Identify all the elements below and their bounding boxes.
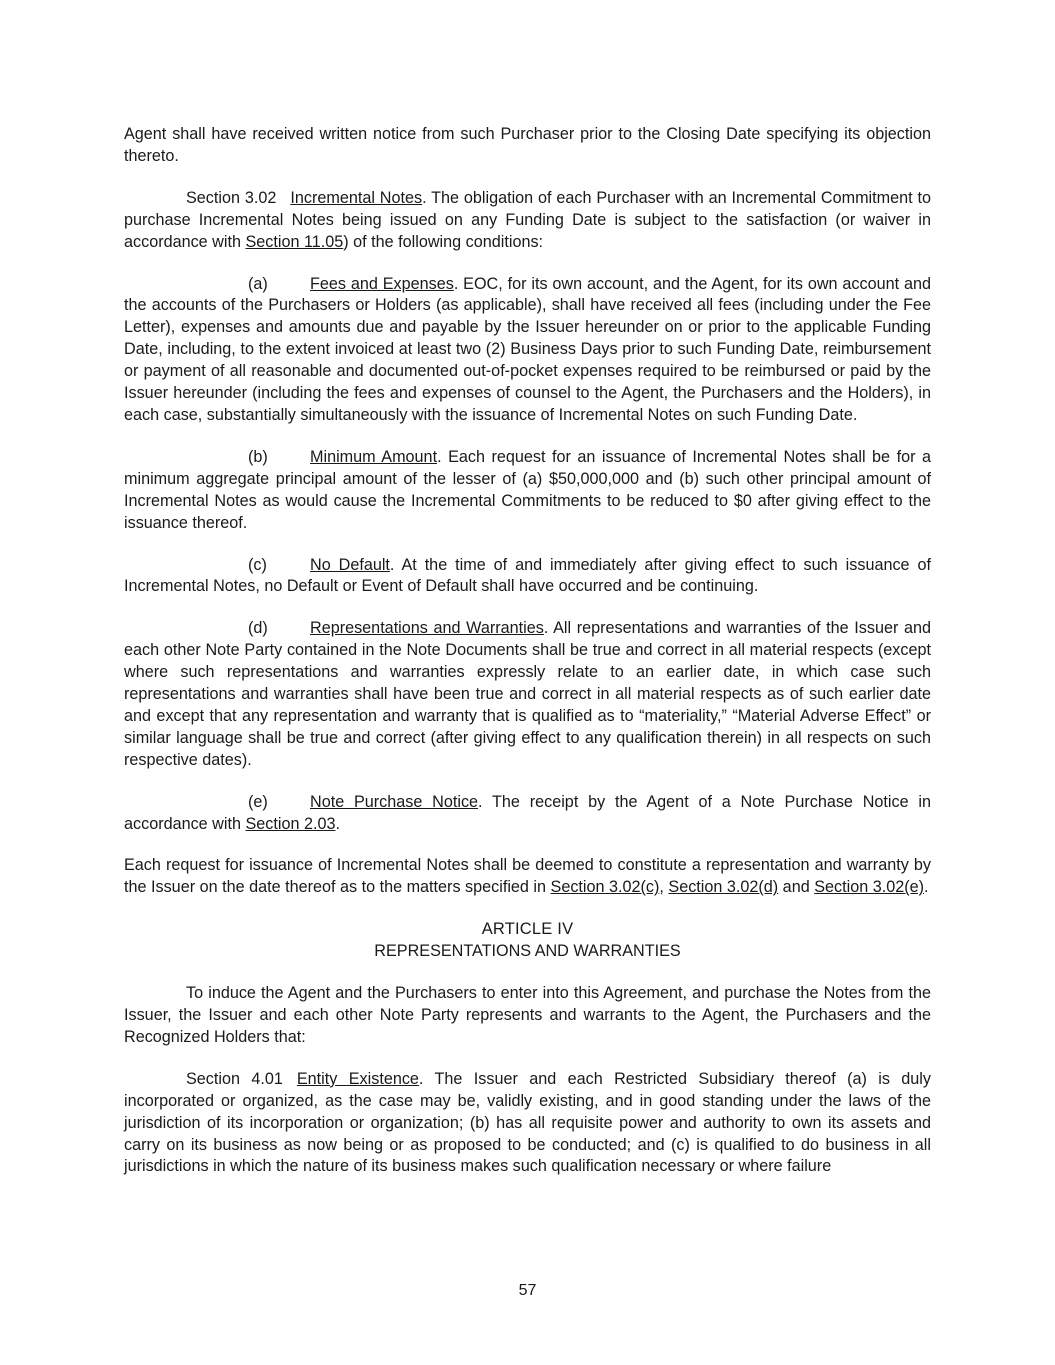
item-text: . The receipt by the Agent of a Note Purchase Notice in accordance with xyxy=(124,792,931,833)
paragraph-text: and xyxy=(778,878,815,897)
paragraph-text: . xyxy=(923,878,929,897)
section-text: . The obligation of each Purchaser with an Incremental Commitment to purchase Incremental Notes being issued on any Funding Date is subject to the satisfaction (or waiver in accordance with xyxy=(124,188,931,251)
article-number: ARTICLE IV xyxy=(481,920,574,939)
item-label: (a) xyxy=(248,274,268,293)
section-title: Incremental Notes xyxy=(290,188,423,207)
item-title: Minimum Amount xyxy=(310,447,438,466)
item-text: . EOC, for its own account, and the Agent, for its own account and the accounts of the Purchasers or Holders (as applicable), shall have received all fees (including under the Fee Letter), expenses and amounts due and payable by the Issuer hereunder on or prior to the applicable Funding Date, including, to the extent invoiced at least two (2) Business Days prior to such Funding Date, reimbursement or payment of all reasonable and documented out-of-pocket expenses required to be reimbursed or paid by the Issuer hereunder (including the fees and expenses of counsel to the Agent, the Purchasers and the Holders), in each case, substantially simultaneously with the issuance of Incremental Notes on such Funding Date. xyxy=(124,274,931,424)
item-text: . All representations and warranties of the Issuer and each other Note Party contained in the Note Documents shall be true and correct in all material respects (except where such representations and warranties expressly relate to an earlier date, in which case such representations and warranties shall have been true and correct in all material respects as of such earlier date and except that any representation and warranty that is qualified as to “materiality,” “Material Adverse Effect” or similar language shall be true and correct (after giving effect to any qualification therein) in all respects on such respective dates). xyxy=(124,619,931,769)
article-title: REPRESENTATIONS AND WARRANTIES xyxy=(374,942,681,961)
cross-reference-link[interactable]: Section 3.02(c) xyxy=(550,878,660,897)
condition-item xyxy=(124,274,931,427)
item-label: (e) xyxy=(248,792,268,811)
cross-reference-link[interactable]: Section 11.05 xyxy=(245,232,344,251)
section-title: Entity Existence xyxy=(296,1069,419,1088)
item-label: (c) xyxy=(248,555,267,574)
paragraph-each-request xyxy=(124,855,931,899)
item-label: (d) xyxy=(248,619,268,638)
cross-reference-link[interactable]: Section 3.02(d) xyxy=(668,878,779,897)
item-title: Note Purchase Notice xyxy=(310,792,479,811)
paragraph-intro: Agent shall have received written notice from such Purchaser prior to the Closing Date specifying its objection thereto. xyxy=(124,125,931,165)
item-title: No Default xyxy=(310,555,390,574)
item-label: (b) xyxy=(248,447,268,466)
item-title: Representations and Warranties xyxy=(310,619,544,638)
condition-item xyxy=(124,792,931,836)
cross-reference-link[interactable]: Section 3.02(e) xyxy=(814,878,924,897)
paragraph-text: Each request for issuance of Incremental Notes shall be deemed to constitute a representation and warranty by the Issuer on the date thereof as to the matters specified in xyxy=(124,856,931,897)
item-text: . xyxy=(335,814,340,833)
section-number: Section 3.02 xyxy=(186,188,277,207)
condition-item xyxy=(124,555,931,599)
page-number: 57 xyxy=(518,1282,537,1299)
article-heading xyxy=(124,919,931,963)
item-text: . At the time of and immediately after giving effect to such issuance of Incremental Notes, no Default or Event of Default shall have occurred and be continuing. xyxy=(124,555,931,596)
item-title: Fees and Expenses xyxy=(310,274,454,293)
paragraph-induce: To induce the Agent and the Purchasers to enter into this Agreement, and purchase the Notes from the Issuer, the Issuer and each other Note Party represents and warrants to the Agent, the Purchasers and the Recognized Holders that: xyxy=(124,984,931,1046)
section-number: Section 4.01 xyxy=(186,1069,283,1088)
section-text: . The Issuer and each Restricted Subsidiary thereof (a) is duly incorporated or organized, as the case may be, validly existing, and in good standing under the laws of the jurisdiction of its incorporation or organization; (b) has all requisite power and authority to own its assets and carry on its business as now being or as proposed to be conducted; and (c) is qualified to do business in all jurisdictions in which the nature of its business makes such qualification necessary or where failure xyxy=(124,1069,931,1176)
section-text: ) of the following conditions: xyxy=(343,232,544,251)
condition-item xyxy=(124,447,931,535)
section-3-02 xyxy=(124,188,931,254)
condition-item xyxy=(124,618,931,771)
cross-reference-link[interactable]: Section 2.03 xyxy=(245,814,336,833)
document-body xyxy=(124,124,931,1198)
paragraph-text: , xyxy=(659,878,669,897)
item-text: . Each request for an issuance of Incremental Notes shall be for a minimum aggregate principal amount of the lesser of (a) $50,000,000 and (b) such other principal amount of Incremental Notes as would cause the Incremental Commitments to be reduced to $0 after giving effect to the issuance thereof. xyxy=(124,447,931,532)
section-4-01 xyxy=(124,1069,931,1179)
